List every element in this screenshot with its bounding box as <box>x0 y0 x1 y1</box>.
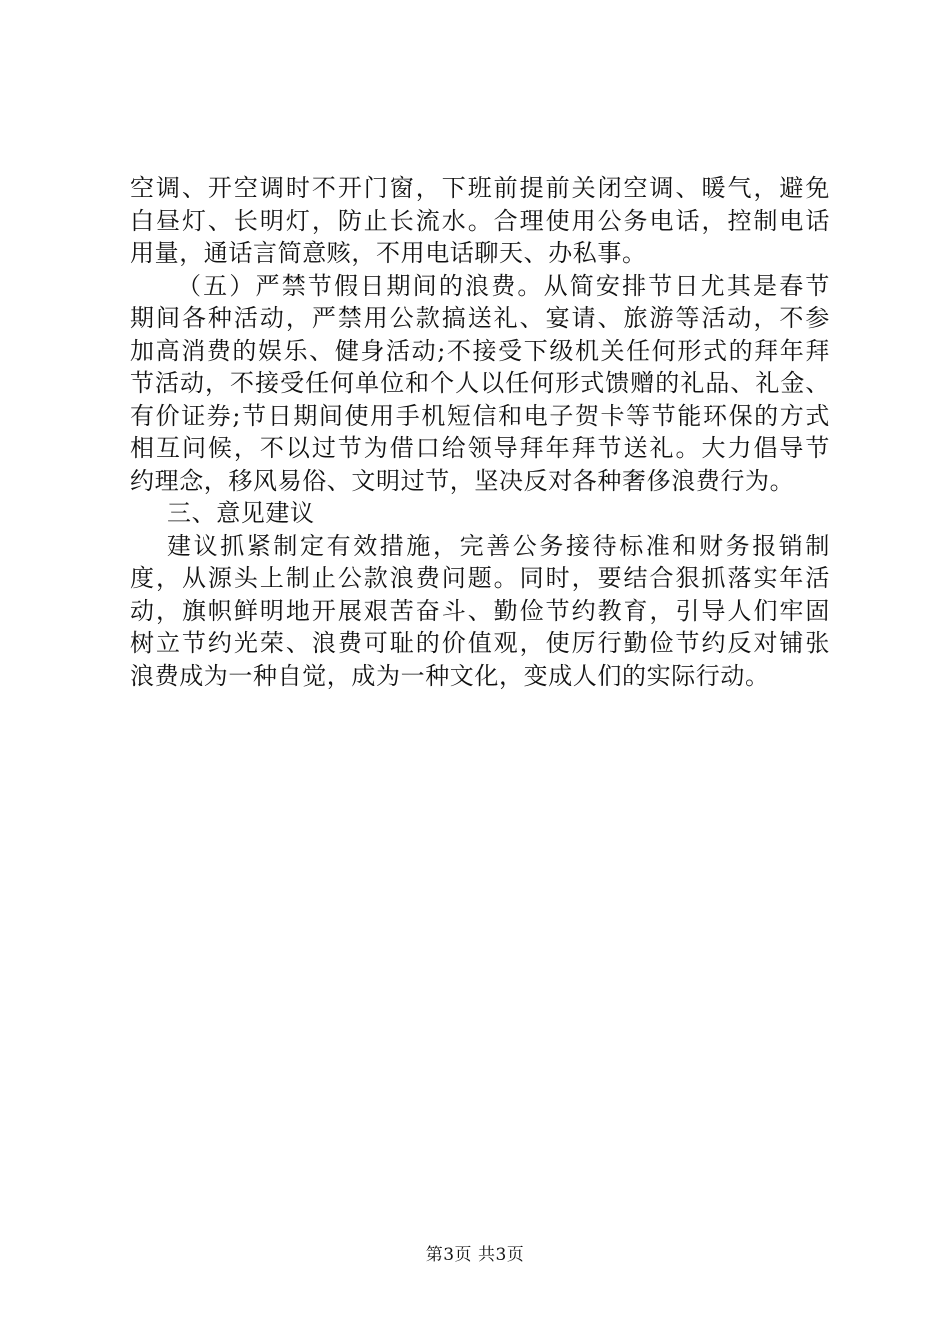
paragraph-line: 度，从源头上制止公款浪费问题。同时，要结合狠抓落实年活 <box>130 564 830 592</box>
paragraph-line: 建议抓紧制定有效措施，完善公务接待标准和财务报销制 <box>167 531 830 560</box>
section-three-heading: 三、意见建议 <box>167 499 315 527</box>
paragraph-line: 树立节约光荣、浪费可耻的价值观，使厉行勤俭节约反对铺张 <box>130 629 830 657</box>
paragraph-line: 浪费成为一种自觉，成为一种文化，变成人们的实际行动。 <box>130 661 770 690</box>
paragraph-line: 期间各种活动，严禁用公款搞送礼、宴请、旅游等活动，不参 <box>130 304 830 332</box>
document-body <box>130 172 830 692</box>
paragraph-line: 白昼灯、长明灯，防止长流水。合理使用公务电话，控制电话 <box>130 206 830 235</box>
paragraph-line: 约理念，移风易俗、文明过节，坚决反对各种奢侈浪费行为。 <box>130 466 795 495</box>
paragraph-line: 节活动，不接受任何单位和个人以任何形式馈赠的礼品、礼金、 <box>130 369 830 397</box>
paragraph-line: 有价证券;节日期间使用手机短信和电子贺卡等节能环保的方式 <box>130 401 830 430</box>
paragraph-line: 加高消费的娱乐、健身活动;不接受下级机关任何形式的拜年拜 <box>130 336 830 365</box>
paragraph-line: 用量，通话言简意赅，不用电话聊天、办私事。 <box>130 239 647 267</box>
section-five-heading-line: （五）严禁节假日期间的浪费。从简安排节日尤其是春节 <box>177 271 830 300</box>
paragraph-line: 动，旗帜鲜明地开展艰苦奋斗、勤俭节约教育，引导人们牢固 <box>130 596 830 625</box>
paragraph-line: 空调、开空调时不开门窗，下班前提前关闭空调、暖气，避免 <box>130 174 830 202</box>
page-number-footer: 第3页 共3页 <box>425 1245 525 1265</box>
paragraph-line: 相互问候，不以过节为借口给领导拜年拜节送礼。大力倡导节 <box>130 434 830 462</box>
